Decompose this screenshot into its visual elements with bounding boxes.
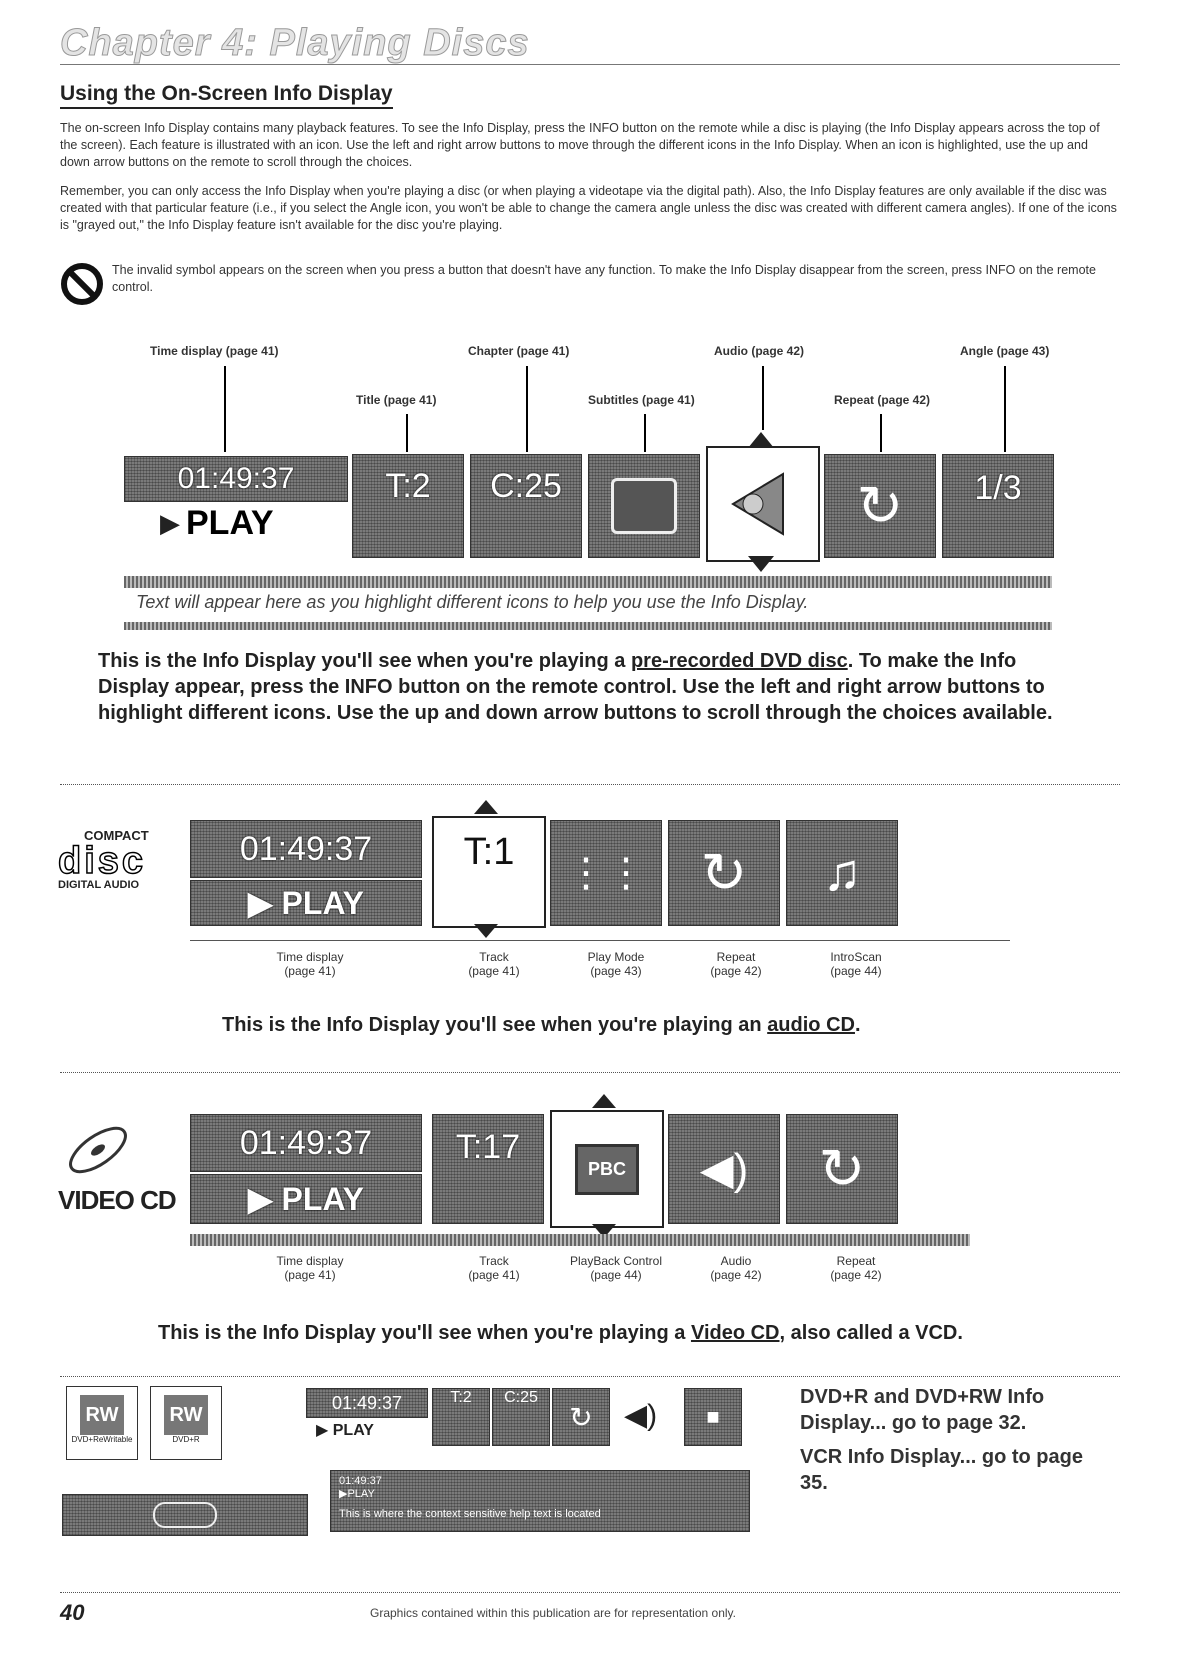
mini-play-status	[316, 1420, 374, 1440]
help-text: Text will appear here as you highlight different icons to help you use the Info Display.	[136, 592, 809, 612]
vcd-desc-text: , also called a VCD.	[779, 1322, 963, 1344]
dvd-rw-logo	[66, 1386, 138, 1460]
play-icon: ▶	[160, 508, 180, 538]
play-status	[160, 504, 274, 543]
dvd-desc-text: This is the Info Display you'll see when you're playing a	[98, 650, 631, 672]
rw-sub: DVD+R	[172, 1435, 200, 1444]
speaker-icon	[723, 464, 803, 544]
callout-line	[406, 414, 408, 452]
play-mode-icon: ⋮⋮	[566, 851, 646, 895]
cd-label-track: Track (page 41)	[468, 950, 520, 978]
vcd-label-track: Track (page 41)	[468, 1254, 520, 1282]
cd-play-label: PLAY	[281, 885, 364, 921]
vcd-info-bar	[190, 1234, 970, 1246]
cd-label-introscan: IntroScan (page 44)	[830, 950, 882, 978]
chapter-value: C:25	[490, 466, 562, 505]
label-repeat: Repeat (page 42)	[834, 393, 931, 407]
vcr-help-text: This is where the context sensitive help text is located	[339, 1508, 601, 1520]
vcr-tape-image	[62, 1494, 308, 1536]
cd-time-value: 01:49:37	[239, 829, 373, 868]
play-icon: ▶	[248, 1181, 282, 1217]
dvd-desc-text: . To make the Info Display appear, press the INFO button on the remote control. Use the left and right arrow buttons to highlight different icons. Use the up and down arrow buttons to scroll through the choices available.	[98, 650, 1053, 724]
up-arrow-icon	[748, 432, 774, 448]
dvd-disc-link[interactable]: pre-recorded DVD disc	[630, 650, 848, 672]
vcd-time-value: 01:49:37	[239, 1123, 373, 1162]
label-subtitles: Subtitles (page 41)	[588, 393, 695, 407]
vcd-repeat-tile[interactable]	[786, 1114, 898, 1224]
cd-repeat-tile[interactable]	[668, 820, 780, 926]
vcd-audio-tile[interactable]	[668, 1114, 780, 1224]
cd-logo-bottom: DIGITAL AUDIO	[58, 879, 140, 891]
label-angle: Angle (page 43)	[960, 344, 1050, 358]
cd-introscan-tile[interactable]	[786, 820, 898, 926]
divider	[60, 784, 1120, 785]
callout-line	[762, 366, 764, 430]
title-value: T:2	[385, 466, 431, 505]
up-arrow-icon	[592, 1094, 616, 1108]
vcd-time-display-tile	[190, 1114, 422, 1172]
callout-line	[644, 414, 646, 452]
cd-label-play-mode: Play Mode (page 43)	[587, 950, 645, 978]
info-display-bar	[124, 622, 1052, 630]
vcd-logo-text: VIDEO CD	[58, 1185, 176, 1215]
label-title: Title (page 41)	[356, 393, 437, 407]
mini-repeat-tile[interactable]	[552, 1388, 610, 1446]
vcd-play-status	[248, 1180, 364, 1218]
page-number: 40	[60, 1600, 85, 1625]
down-arrow-icon	[748, 556, 774, 572]
subtitles-tile[interactable]	[588, 454, 700, 558]
time-display-tile	[124, 456, 348, 502]
video-cd-logo	[58, 1120, 178, 1216]
header-rule	[60, 64, 1120, 65]
intro-paragraph-1: The on-screen Info Display contains many playback features. To see the Info Display, press the INFO button on the remote while a disc is playing (the Info Display appears across the top of the screen). Each feature is illustrated with an icon. Use the left and right arrow buttons to move through the different icons in the Info Display. When an icon is highlighted, use the up and down arrow buttons on the remote to scroll through the choices.	[60, 121, 1100, 169]
vcd-track-value: T:17	[455, 1127, 521, 1166]
vcd-label-audio: Audio (page 42)	[710, 1254, 762, 1282]
cd-label-time: Time display (page 41)	[276, 950, 344, 978]
repeat-icon: ↻	[700, 841, 748, 904]
cd-logo-top: COMPACT	[84, 828, 149, 843]
up-arrow-icon	[474, 800, 498, 814]
angle-value: 1/3	[974, 468, 1022, 507]
chapter-tile[interactable]	[470, 454, 582, 558]
vcd-play-label: PLAY	[281, 1181, 364, 1217]
audio-tile-selected[interactable]	[706, 446, 820, 562]
cd-track-value: T:1	[463, 830, 515, 873]
callout-line	[880, 414, 882, 452]
speaker-icon: ◀)	[699, 1144, 749, 1194]
label-chapter: Chapter (page 41)	[468, 344, 570, 358]
vcr-play-label: PLAY	[347, 1488, 375, 1500]
tape-reel-icon	[153, 1502, 217, 1528]
rw-badge: RW	[80, 1395, 124, 1435]
compact-disc-logo	[58, 828, 178, 891]
mini-chapter-tile[interactable]	[492, 1388, 550, 1446]
video-cd-link[interactable]: Video CD	[690, 1322, 780, 1344]
music-notes-icon: ♫	[822, 844, 862, 902]
info-display-bar	[124, 576, 1052, 588]
invalid-symbol-note: The invalid symbol appears on the screen when you press a button that doesn't have any function. To make the Info Display disappear from the screen, press INFO on the remote control.	[112, 263, 1096, 294]
vcd-label-pbc: PlayBack Control (page 44)	[569, 1254, 663, 1282]
repeat-icon: ↻	[569, 1401, 593, 1433]
invalid-symbol-icon	[60, 262, 104, 306]
label-time-display: Time display (page 41)	[150, 344, 279, 358]
dvd-description	[98, 648, 1078, 726]
angle-tile[interactable]	[942, 454, 1054, 558]
vcd-pbc-tile-selected[interactable]	[550, 1110, 664, 1228]
mini-angle-tile[interactable]	[684, 1388, 742, 1446]
vcd-label-time: Time display (page 41)	[276, 1254, 344, 1282]
vcr-info-display	[330, 1470, 750, 1532]
audio-cd-link[interactable]: audio CD	[767, 1014, 855, 1036]
callout-line	[224, 366, 226, 452]
callout-line	[1004, 366, 1006, 452]
divider	[60, 1072, 1120, 1073]
divider	[60, 1376, 1120, 1377]
cd-desc-text: .	[854, 1014, 861, 1036]
chapter-title: Chapter 4: Playing Discs	[60, 22, 530, 64]
cd-description	[222, 1012, 1122, 1038]
cd-label-repeat: Repeat (page 42)	[710, 950, 762, 978]
cd-bar-rule	[190, 940, 1010, 941]
repeat-icon: ↻	[856, 474, 904, 537]
cd-desc-text: This is the Info Display you'll see when you're playing an	[222, 1014, 768, 1036]
vcd-description	[158, 1320, 1058, 1346]
down-arrow-icon	[474, 924, 498, 938]
play-icon: ▶	[248, 885, 282, 921]
cd-play-status	[248, 884, 364, 922]
time-display-value: 01:49:37	[177, 462, 295, 495]
callout-line	[526, 366, 528, 452]
vcd-track-tile[interactable]	[432, 1114, 544, 1224]
footer-rule	[60, 1592, 1120, 1593]
rw-sub: DVD+ReWritable	[71, 1435, 133, 1444]
mini-title-value: T:2	[450, 1389, 472, 1406]
play-label: PLAY	[186, 504, 274, 542]
mini-chapter-value: C:25	[504, 1389, 538, 1406]
footer-note: Graphics contained within this publication are for representation only.	[370, 1606, 736, 1620]
vcr-play-status	[339, 1487, 375, 1500]
cd-play-mode-tile[interactable]	[550, 820, 662, 926]
cd-time-display-tile	[190, 820, 422, 878]
section-title: Using the On-Screen Info Display	[60, 82, 393, 109]
dvd-r-info-link[interactable]: DVD+R and DVD+RW Info Display... go to page 32.	[800, 1386, 1045, 1434]
cd-play-tile	[190, 880, 422, 926]
vcd-desc-text: This is the Info Display you'll see when you're playing a	[158, 1322, 691, 1344]
repeat-icon: ↻	[818, 1137, 866, 1200]
vcr-info-link[interactable]: VCR Info Display... go to page 35.	[800, 1446, 1083, 1494]
play-icon: ▶	[316, 1422, 333, 1439]
dvd-r-logo	[150, 1386, 222, 1460]
vcr-time-value: 01:49:37	[339, 1475, 382, 1487]
pbc-icon: PBC	[575, 1144, 639, 1195]
vcd-play-tile	[190, 1174, 422, 1224]
cd-track-tile-selected[interactable]	[432, 816, 546, 928]
disc-icon	[58, 1120, 138, 1180]
play-icon: ▶	[339, 1488, 348, 1500]
mini-time-tile	[306, 1388, 428, 1418]
mini-time-value: 01:49:37	[331, 1392, 403, 1413]
repeat-tile[interactable]	[824, 454, 936, 558]
label-audio: Audio (page 42)	[714, 344, 805, 358]
mini-play-label: PLAY	[332, 1422, 374, 1439]
mini-title-tile[interactable]	[432, 1388, 490, 1446]
title-tile[interactable]	[352, 454, 464, 558]
mini-speaker-icon: ◀)	[624, 1399, 658, 1432]
vcd-label-repeat: Repeat (page 42)	[830, 1254, 882, 1282]
intro-paragraph-2: Remember, you can only access the Info Display when you're playing a disc (or when playing a videotape via the digital path). Also, the Info Display features are only available if the disc was created with that particular feature (i.e., if you select the Angle icon, you won't be able to change the camera angle unless the disc was created with different camera angles). If one of the icons is "grayed out," the Info Display feature isn't available for the disc you're playing.	[60, 184, 1117, 232]
cd-logo-mid: disc	[58, 840, 147, 882]
rw-badge: RW	[164, 1395, 208, 1435]
subtitles-icon	[611, 478, 677, 534]
camera-icon: ■	[706, 1404, 720, 1429]
